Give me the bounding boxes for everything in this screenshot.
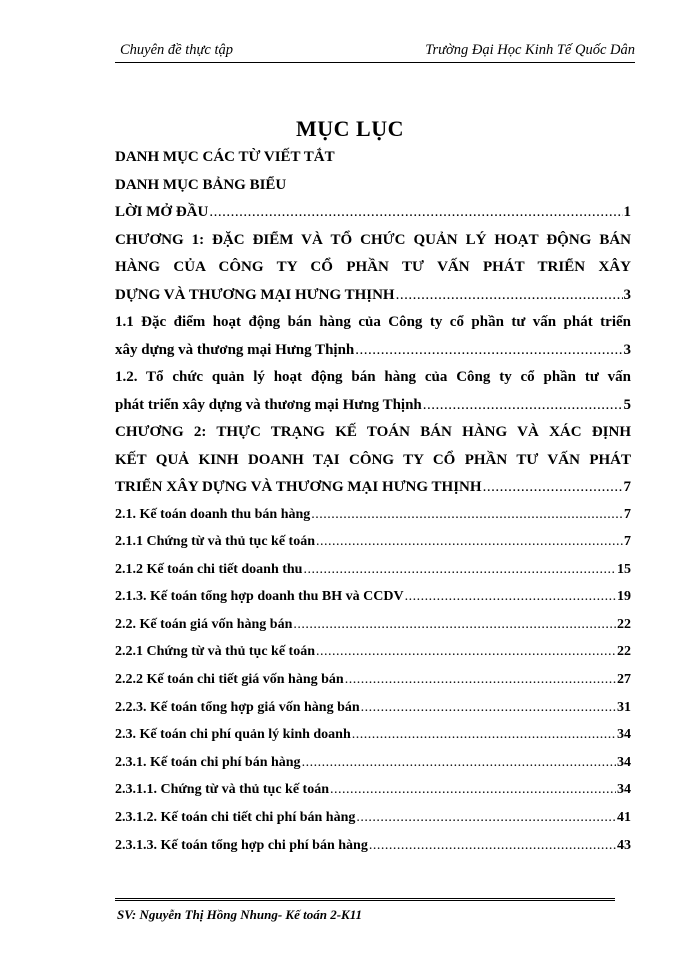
- toc-item: [115, 779, 631, 807]
- table-of-contents: [115, 146, 631, 862]
- toc-page-number: 3: [623, 286, 631, 303]
- toc-item-title: 2.2.1 Chứng từ và thủ tục kế toán: [115, 644, 315, 660]
- page-footer: [115, 898, 615, 922]
- header-right-text: Trường Đại Học Kinh Tế Quốc Dân: [425, 42, 635, 58]
- toc-leader-dots: [293, 617, 616, 633]
- toc-page-number: 22: [617, 644, 631, 660]
- toc-chapter-2-line-2: KẾT QUẢ KINH DOANH TẠI CÔNG TY CỔ PHẦN TƯ VẤN PHÁT: [115, 451, 631, 468]
- toc-leader-dots: [352, 727, 616, 743]
- toc-chapter-1-line-1: CHƯƠNG 1: ĐẶC ĐIỂM VÀ TỔ CHỨC QUẢN LÝ HOẠT ĐỘNG BÁN: [115, 231, 631, 248]
- toc-page-number: 7: [624, 534, 631, 550]
- toc-item-title: 2.3.1.2. Kế toán chi tiết chi phí bán hàng: [115, 810, 356, 826]
- toc-item-title: 2.1.1 Chứng từ và thủ tục kế toán: [115, 534, 315, 550]
- header-left-text: Chuyên đề thực tập: [120, 42, 234, 58]
- toc-leader-dots: [316, 534, 623, 550]
- page-title: MỤC LỤC: [296, 116, 404, 141]
- toc-page-number: 1: [623, 204, 631, 221]
- toc-item: [115, 614, 631, 642]
- footer-student: SV: Nguyễn Thị Hồng Nhung- Kế toán 2-K11: [117, 907, 363, 922]
- toc-leader-dots: [311, 507, 623, 523]
- toc-leader-dots: [405, 589, 616, 605]
- toc-item: [115, 504, 631, 532]
- toc-item-title: 2.1.2 Kế toán chi tiết doanh thu: [115, 561, 303, 577]
- toc-leader-dots: [369, 838, 616, 854]
- toc-page-number: 22: [617, 616, 631, 632]
- toc-chapter-1-line-3: DỰNG VÀ THƯƠNG MẠI HƯNG THỊNH ..... 3: [115, 284, 631, 311]
- toc-page-number: 3: [623, 341, 631, 358]
- toc-leader-dots: [356, 810, 616, 826]
- toc-section-1-1-line-2: xây dựng và thương mại Hưng Thịnh ..... 3: [115, 339, 631, 367]
- toc-chapter-2-line-3: TRIỂN XÂY DỰNG VÀ THƯƠNG MẠI HƯNG THỊNH ..... 7: [115, 476, 631, 503]
- toc-page-number: 7: [624, 506, 631, 522]
- toc-page-number: 31: [617, 699, 631, 715]
- toc-intro: LỜI MỞ ĐẦU ..... 1: [115, 201, 631, 229]
- toc-item-title: 2.3.1.3. Kế toán tổng hợp chi phí bán hàng: [115, 837, 368, 853]
- toc-leader-dots: [361, 700, 616, 716]
- toc-section-1-2-line-2: phát triển xây dựng và thương mại Hưng Thịnh ..... 5: [115, 394, 631, 422]
- page-header: [115, 40, 635, 63]
- toc-chapter-1-line-2: HÀNG CỦA CÔNG TY CỔ PHẦN TƯ VẤN PHÁT TRIỂN XÂY: [115, 259, 631, 276]
- toc-leader-dots: [345, 672, 616, 688]
- toc-item-title: 2.2.3. Kế toán tổng hợp giá vốn hàng bán: [115, 699, 360, 715]
- toc-item-title: 2.3.1. Kế toán chi phí bán hàng: [115, 754, 301, 770]
- toc-leader-dots: [302, 755, 616, 771]
- toc-leader-dots: [316, 644, 616, 660]
- toc-item: [115, 724, 631, 752]
- toc-item: [115, 669, 631, 697]
- toc-page-number: 34: [617, 782, 631, 798]
- toc-tables: DANH MỤC BẢNG BIỂU: [115, 176, 287, 193]
- toc-item-title: 2.2.2 Kế toán chi tiết giá vốn hàng bán: [115, 672, 344, 688]
- toc-item: [115, 531, 631, 559]
- toc-item: [115, 835, 631, 863]
- toc-item: [115, 697, 631, 725]
- toc-item-title: 2.2. Kế toán giá vốn hàng bán: [115, 616, 293, 632]
- toc-page-number: 34: [617, 754, 631, 770]
- toc-section-1-2-line-1: 1.2. Tổ chức quản lý hoạt động bán hàng của Công ty cổ phần tư vấn: [115, 369, 631, 386]
- toc-page-number: 19: [617, 589, 631, 605]
- toc-item: [115, 641, 631, 669]
- toc-page-number: 7: [623, 479, 631, 496]
- toc-item: [115, 559, 631, 587]
- toc-page-number: 15: [617, 561, 631, 577]
- toc-page-number: 41: [617, 810, 631, 826]
- toc-item-title: 2.3. Kế toán chi phí quản lý kinh doanh: [115, 727, 351, 743]
- toc-abbreviations: DANH MỤC CÁC TỪ VIẾT TẮT: [115, 149, 335, 165]
- toc-page-number: 34: [617, 727, 631, 743]
- toc-page-number: 43: [617, 837, 631, 853]
- toc-item: [115, 752, 631, 780]
- toc-item: [115, 807, 631, 835]
- toc-section-1-1-line-1: 1.1 Đặc điểm hoạt động bán hàng của Công ty cổ phần tư vấn phát triển: [115, 313, 631, 330]
- toc-page-number: 5: [623, 396, 631, 413]
- toc-item-title: 2.1. Kế toán doanh thu bán hàng: [115, 506, 311, 522]
- toc-leader-dots: [303, 562, 616, 578]
- toc-leader-dots: [330, 782, 616, 798]
- toc-item: [115, 586, 631, 614]
- toc-page-number: 27: [617, 672, 631, 688]
- toc-item-title: 2.1.3. Kế toán tổng hợp doanh thu BH và CCDV: [115, 589, 404, 605]
- toc-chapter-2-line-1: CHƯƠNG 2: THỰC TRẠNG KẾ TOÁN BÁN HÀNG VÀ XÁC ĐỊNH: [115, 424, 631, 441]
- toc-item-title: 2.3.1.1. Chứng từ và thủ tục kế toán: [115, 782, 329, 798]
